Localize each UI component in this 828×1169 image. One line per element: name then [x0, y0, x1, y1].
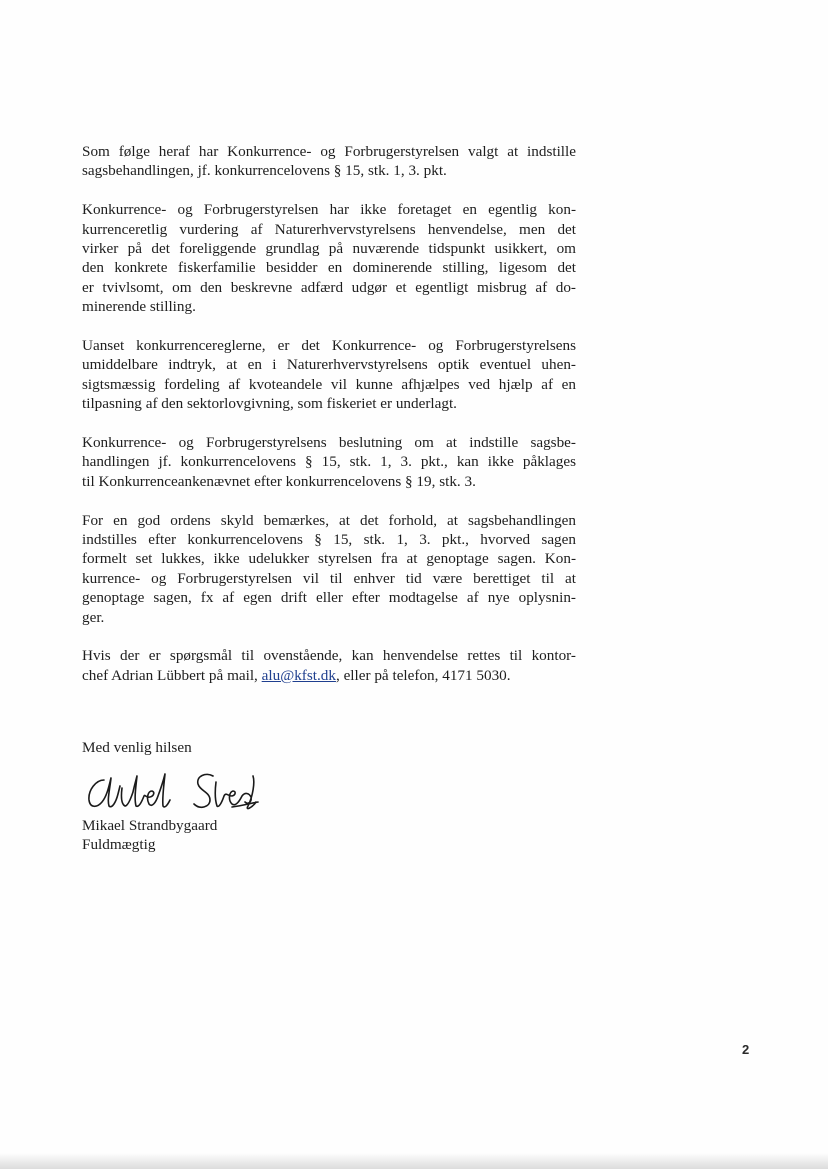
handwritten-signature: [82, 766, 262, 816]
text-line: minerende stilling.: [82, 298, 196, 316]
text-line: formelt set lukkes, ikke udelukker styrelsen fra at genoptage sagen. Kon-: [82, 550, 576, 568]
text-line: kurrence- og Forbrugerstyrelsen vil til enhver tid være berettiget til at: [82, 569, 576, 587]
signer-title: Fuldmægtig: [82, 836, 156, 854]
contact-text-after: , eller på telefon, 4171 5030.: [335, 666, 511, 684]
text-line: indstilles efter konkurrencelovens § 15, stk. 1, 3. pkt., hvorved sagen: [82, 531, 576, 549]
text-line: For en god ordens skyld bemærkes, at det forhold, at sagsbehandlingen: [82, 511, 576, 529]
text-line: Som følge heraf har Konkurrence- og Forbrugerstyrelsen valgt at indstille: [82, 143, 576, 160]
contact-text-before: chef Adrian Lübbert på mail,: [82, 666, 262, 684]
text-line: Hvis der er spørgsmål til ovenstående, kan henvendelse rettes til kontor-: [82, 647, 576, 665]
paragraph-appeal: [82, 433, 576, 491]
text-line: [82, 666, 576, 685]
text-line: genoptage sagen, fx af egen drift eller efter modtagelse af nye oplysnin-: [82, 589, 576, 607]
text-line: er tvivlsomt, om den beskrevne adfærd udgør et egentligt misbrug af do-: [82, 278, 576, 296]
closing-greeting: Med venlig hilsen: [82, 739, 192, 756]
page-number: 2: [742, 1042, 750, 1057]
text-line: Konkurrence- og Forbrugerstyrelsen har ikke foretaget en egentlig kon-: [82, 201, 576, 219]
paragraph-assessment: [82, 200, 576, 316]
text-line: tilpasning af den sektorlovgivning, som fiskeriet er underlagt.: [82, 395, 457, 413]
paragraph-contact: [82, 646, 576, 685]
text-line: den konkrete fiskerfamilie besidder en dominerende stilling, ligesom det: [82, 259, 576, 277]
email-link[interactable]: alu@kfst.dk: [261, 666, 336, 684]
text-line: kurrenceretlig vurdering af Naturerhvervstyrelsens henvendelse, men det: [82, 220, 576, 238]
text-line: virker på det foreliggende grundlag på nuværende tidspunkt usikkert, om: [82, 240, 576, 258]
scan-edge-shadow: [0, 1153, 828, 1169]
text-line: til Konkurrenceankenævnet efter konkurrencelovens § 19, stk. 3.: [82, 472, 476, 490]
paragraph-reopening: [82, 511, 576, 627]
text-line: ger.: [82, 608, 105, 626]
text-line: handlingen jf. konkurrencelovens § 15, stk. 1, 3. pkt., kan ikke påklages: [82, 453, 576, 471]
paragraph-sector-regulation: [82, 336, 576, 414]
text-line: sagsbehandlingen, jf. konkurrencelovens § 15, stk. 1, 3. pkt.: [82, 162, 447, 180]
signer-name: Mikael Strandbygaard: [82, 817, 218, 834]
text-line: Uanset konkurrencereglerne, er det Konkurrence- og Forbrugerstyrelsens: [82, 337, 576, 355]
signer-block: [82, 816, 217, 855]
text-line: sigtsmæssig fordeling af kvoteandele vil kunne afhjælpes ved hjælp af en: [82, 375, 576, 393]
text-line: Konkurrence- og Forbrugerstyrelsens beslutning om at indstille sagsbe-: [82, 434, 576, 452]
paragraph-suspension: [82, 142, 576, 181]
letter-body: [82, 142, 576, 705]
text-line: umiddelbare indtryk, at en i Naturerhvervstyrelsens optik eventuel uhen-: [82, 356, 576, 374]
